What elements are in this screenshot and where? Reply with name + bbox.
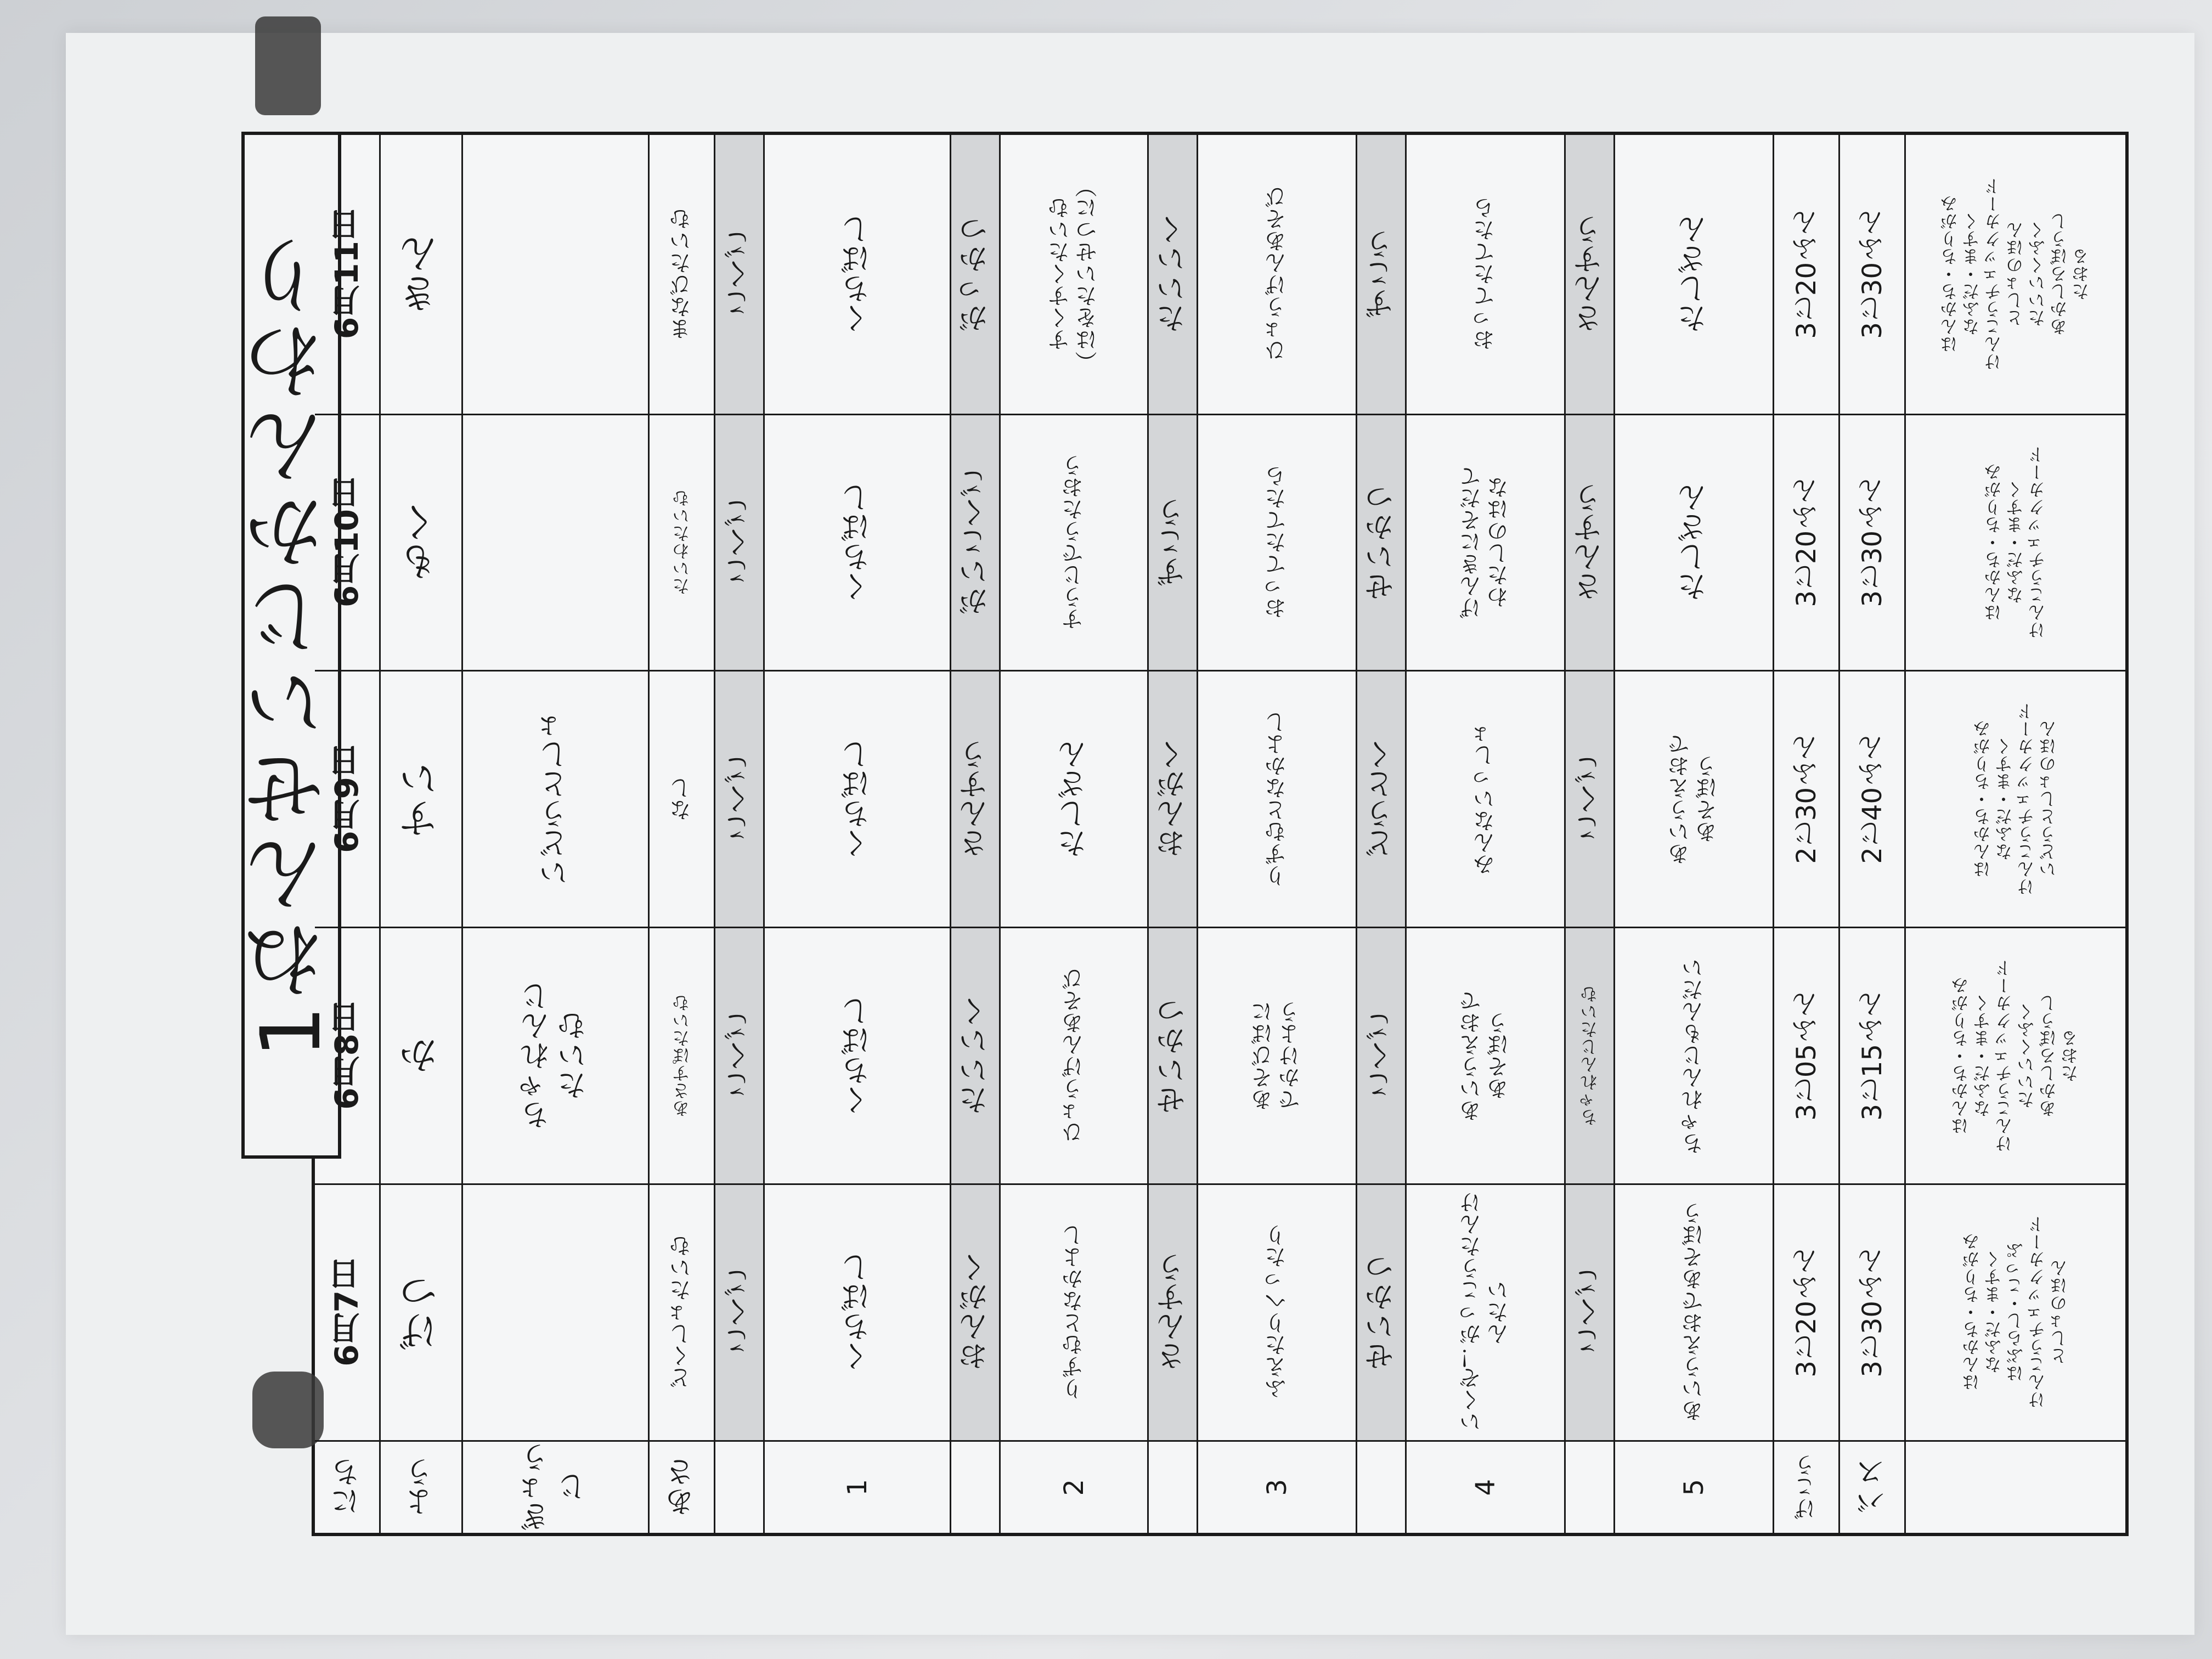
- content-cell: げんきにそだて わたしのはな: [1459, 465, 1512, 619]
- content-cell: くちばし: [839, 1253, 874, 1372]
- morning-row: [650, 135, 715, 1533]
- date-cell: 6月11日: [328, 209, 366, 340]
- subject-cell: おんがく: [957, 1253, 992, 1372]
- date-cell: 6月8日: [328, 1002, 366, 1110]
- page-title: 1ねんせいじかんわり: [244, 232, 339, 1058]
- weekday-cell: げつ: [398, 1273, 444, 1352]
- row-label-date: にち: [329, 1457, 364, 1517]
- period-3-subject-row: [1149, 135, 1198, 1533]
- content-cell: りずむとなかよし: [1264, 711, 1290, 887]
- subject-cell: こくご: [1363, 1011, 1398, 1101]
- bus-time: 3じ30ふん: [1857, 478, 1888, 607]
- row-label-period-3: 3: [1261, 1479, 1293, 1496]
- dismissal-time: 3じ20ふん: [1791, 1248, 1822, 1378]
- bus-time: 3じ30ふん: [1857, 209, 1888, 339]
- content-cell: みんないっしょ: [1472, 722, 1498, 876]
- belongings-cell: はんかち・ちりがみ なふだ・ますく けんこうチェックカード: [1983, 445, 2048, 639]
- subject-cell: せいかつ: [1363, 483, 1398, 602]
- content-cell: あいうえおで あそぼう: [1667, 733, 1720, 865]
- title-column: [208, 132, 339, 1536]
- content-cell: くちばし: [839, 483, 874, 602]
- belongings-cell: はんかち・ちりがみ なふだ・ますく けんこうチェックカード としょのほん たいいくふく あかしろぼうし たおる: [1939, 177, 2092, 371]
- row-label-morning: あさ: [664, 1457, 699, 1517]
- subject-cell: さんすう: [1572, 483, 1607, 602]
- content-cell: すくすくたいむ （はをたいせつに）: [1047, 175, 1101, 373]
- bus-row: [1840, 135, 1906, 1533]
- dismissal-time: 3じ20ふん: [1791, 478, 1822, 607]
- content-cell: りずむとなかよし: [1061, 1224, 1087, 1401]
- morning-cell: あさすぽたいむ: [671, 994, 692, 1118]
- dismissal-time: 3じ20ふん: [1791, 209, 1822, 339]
- subject-cell: がいこくご: [957, 468, 992, 617]
- subject-cell: さんすう: [1155, 1253, 1190, 1372]
- date-cell: 6月7日: [328, 1259, 366, 1367]
- subject-cell: おんがく: [1155, 740, 1190, 859]
- subject-cell: こくご: [721, 498, 757, 587]
- row-label-weekday: よう: [403, 1457, 438, 1517]
- content-cell: ちゃれんじもんだい: [1681, 957, 1707, 1155]
- bus-time: 3じ15ふん: [1857, 991, 1888, 1121]
- content-cell: ふえたりへったり: [1264, 1224, 1290, 1401]
- weekday-cell: か: [398, 1036, 444, 1076]
- content-cell: くちばし: [839, 740, 874, 859]
- timetable-document: [208, 132, 2129, 1536]
- subject-cell: こくご: [721, 754, 757, 844]
- content-cell: あいうえおで あそぼう: [1459, 990, 1512, 1122]
- event-cell: いどうとしょ: [538, 710, 573, 888]
- row-label-period-1: 1: [842, 1479, 873, 1496]
- content-cell: たしざん: [1676, 215, 1711, 334]
- event-row: [463, 135, 650, 1533]
- date-cell: 6月9日: [328, 745, 366, 854]
- subject-cell: こくご: [721, 1011, 757, 1101]
- period-2-content-row: [1001, 135, 1149, 1533]
- date-cell: 6月10日: [328, 477, 366, 608]
- row-label-period-4: 4: [1470, 1479, 1501, 1496]
- period-1-subject-row: [715, 135, 765, 1533]
- morning-cell: なし: [669, 777, 695, 821]
- subject-cell: がっかつ: [957, 215, 992, 334]
- period-4-content-row: [1407, 135, 1566, 1533]
- bus-time: 2じ40ふん: [1857, 734, 1888, 864]
- belongings-cell: はんかち・ちりがみ なふだ・ますく はぶらし・こっぷ けんこうチェックカード としょのほん: [1961, 1216, 2070, 1409]
- subject-cell: たいいく: [1155, 215, 1190, 334]
- period-5-subject-row: [1566, 135, 1615, 1533]
- content-cell: くちばし: [839, 996, 874, 1115]
- children-illustration-icon: [247, 16, 329, 115]
- content-cell: たしざん: [1056, 740, 1091, 859]
- dismissal-time: 3じ05ふん: [1791, 991, 1822, 1121]
- row-label-event: ぎょうじ: [520, 1442, 591, 1532]
- row-label-period-5: 5: [1678, 1479, 1709, 1496]
- content-cell: くちばし: [839, 215, 874, 334]
- morning-cell: たいわたいむ: [671, 489, 692, 595]
- period-4-subject-row: [1357, 135, 1407, 1533]
- content-cell: すうじでうたおう: [1061, 454, 1087, 630]
- content-cell: ひょうげんあそび: [1264, 186, 1290, 362]
- subject-cell: ずこう: [1155, 498, 1190, 587]
- weekday-row: [381, 135, 463, 1533]
- subject-cell: ずこう: [1363, 229, 1398, 319]
- belongings-cell: はんかち・ちりがみ なふだ・ますく けんこうチェックカード いどうとしょのほん: [1972, 702, 2059, 896]
- subject-cell: たいいく: [957, 996, 992, 1115]
- content-cell: あいうえおであそぼう: [1681, 1203, 1707, 1423]
- period-5-content-row: [1615, 135, 1774, 1533]
- morning-cell: どくしょたいむ: [669, 1235, 695, 1390]
- subject-cell: こくご: [1572, 754, 1607, 844]
- subject-cell: こくご: [721, 229, 757, 319]
- weekday-cell: すい: [398, 759, 444, 839]
- row-label-bus: バス: [1854, 1457, 1889, 1517]
- belongings-row: [1906, 135, 2125, 1533]
- row-label-dismissal: げこう: [1793, 1454, 1819, 1520]
- period-3-content-row: [1198, 135, 1357, 1533]
- period-2-subject-row: [951, 135, 1001, 1533]
- morning-cell: まなびたいむ: [669, 208, 695, 340]
- subject-cell: こくご: [721, 1268, 757, 1357]
- bus-time: 3じ30ふん: [1857, 1248, 1888, 1378]
- subject-cell: こくご: [1572, 1268, 1607, 1357]
- content-cell: ひょうげんあそび: [1061, 968, 1087, 1144]
- content-cell: あそびばに でかけよう: [1250, 1001, 1304, 1111]
- content-cell: いくぞ！がっこうたんけんたい: [1459, 1192, 1512, 1434]
- subject-cell: どうとく: [1363, 740, 1398, 859]
- content-cell: たしざん: [1676, 483, 1711, 602]
- dismissal-row: [1774, 135, 1840, 1533]
- weekday-cell: もく: [398, 503, 444, 582]
- subject-cell: さんすう: [1572, 215, 1607, 334]
- subject-cell: せいかつ: [1155, 996, 1190, 1115]
- event-cell: ちゃれんじ たいむ: [520, 981, 591, 1130]
- row-label-period-2: 2: [1058, 1479, 1090, 1496]
- subject-cell: ちゃれんじたいむ: [1579, 985, 1600, 1126]
- subject-cell: せいかつ: [1363, 1253, 1398, 1372]
- content-cell: おってたてたら: [1472, 197, 1498, 351]
- period-1-content-row: [765, 135, 951, 1533]
- content-cell: おってたてたら: [1264, 465, 1290, 619]
- weekday-cell: きん: [398, 234, 444, 314]
- dismissal-time: 2じ30ふん: [1791, 734, 1822, 864]
- subject-cell: さんすう: [957, 740, 992, 859]
- timetable-grid: [312, 132, 2129, 1536]
- date-row: [315, 135, 381, 1533]
- belongings-cell: はんかち・ちりがみ なふだ・ますく けんこうチェックカード たいいくふく あかしろぼうし たおる: [1950, 959, 2081, 1153]
